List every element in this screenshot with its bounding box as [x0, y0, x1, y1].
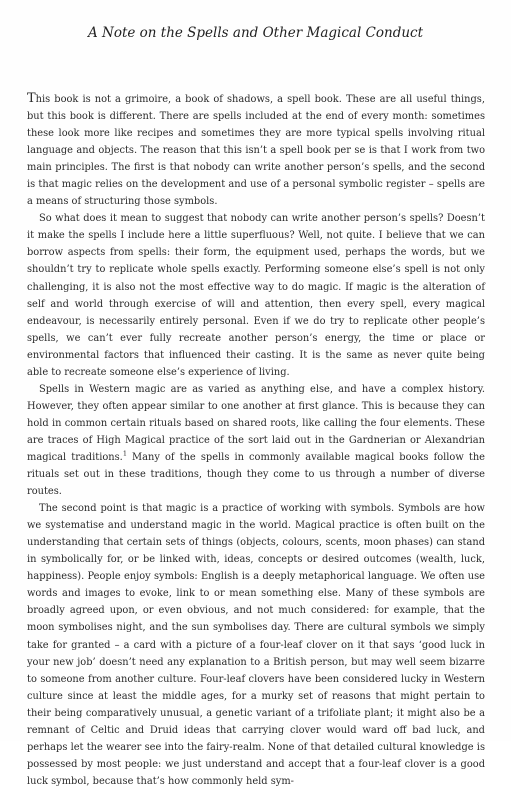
paragraph-2: So what does it mean to suggest that nobody can write another person’s spells? Doesn’t it make the spells I include here a little superfluous? Well, not quite. I believe that we can borrow aspects from spells: their form, the equipment used, perhaps the words, but we shouldn’t try to replicate whole spells exactly. Performing someone else’s spell is not only challenging, it is also not the most effective way to do magic. If magic is the alteration of self and world through exercise of will and attention, then every spell, every magical endeavour, is necessarily entirely personal. Even if we do try to replicate other people’s spells, we can’t ever fully recreate another person’s energy, the time or place or environmental factors that influenced their casting. It is the same as never quite being able to recreate someone else’s experience of living.	[27, 213, 485, 378]
paragraph-1	[27, 90, 485, 210]
paragraph-3-text-a: Spells in Western magic are as varied as anything else, and have a complex history. However, they often appear similar to one another at first glance. This is because they can hold in common certain rituals based on shared roots, like calling the four elements. These are traces of High Magical practice of the sort laid out in the Gardnerian or Alexandrian magical traditions.	[27, 383, 485, 463]
paragraph-1-text: his book is not a grimoire, a book of shadows, a spell book. These are all useful things, but this book is different. There are spells included at the end of every month: sometimes these look more like recipes and sometimes they are more typical spells involving ritual language and objects. The reason that this isn’t a spell book per se is that I work from two main principles. The first is that nobody can write another person’s spells, and the second is that magic relies on the development and use of a personal symbolic register – spells are a means of structuring those symbols.	[27, 94, 485, 208]
chapter-title: A Note on the Spells and Other Magical Conduct	[87, 25, 424, 41]
body-text	[27, 90, 485, 790]
paragraph-3	[27, 381, 485, 500]
paragraph-3-text-b: Many of the spells in commonly available magical books follow the rituals set out in these traditions, though they come to us through a number of diverse routes.	[27, 451, 485, 498]
paragraph-4: The second point is that magic is a practice of working with symbols. Symbols are how we systematise and understand magic in the world. Magical practice is often built on the understanding that certain sets of things (objects, colours, scents, moon phases) can stand in symbolically for, or be linked with, ideas, concepts or desired outcomes (wealth, luck, happiness). People enjoy symbols: English is a deeply metaphorical language. We often use words and images to evoke, link to or mean something else. Many of these symbols are broadly agreed upon, or even obvious, and not much considered: for example, that the moon symbolises night, and the sun symbolises day. There are cultural symbols we simply take for granted – a card with a picture of a four-leaf clover on it that says ‘good luck in your new job’ doesn’t need any explanation to a British person, but may well seem bizarre to someone from another culture. Four-leaf clovers have been considered lucky in Western culture since at least the middle ages, for a murky set of reasons that might pertain to their being comparatively unusual, a genetic variant of a trifoliate plant; it might also be a remnant of Celtic and Druid ideas that carrying clover would ward off bad luck, and perhaps let the wearer see into the fairy-realm. None of that detailed cultural knowledge is possessed by most people: we just understand and accept that a four-leaf clover is a good luck symbol, because that’s how commonly held sym-	[27, 503, 485, 787]
initial-letter: T	[27, 91, 36, 106]
footnote-marker[interactable]: 1	[122, 449, 127, 458]
